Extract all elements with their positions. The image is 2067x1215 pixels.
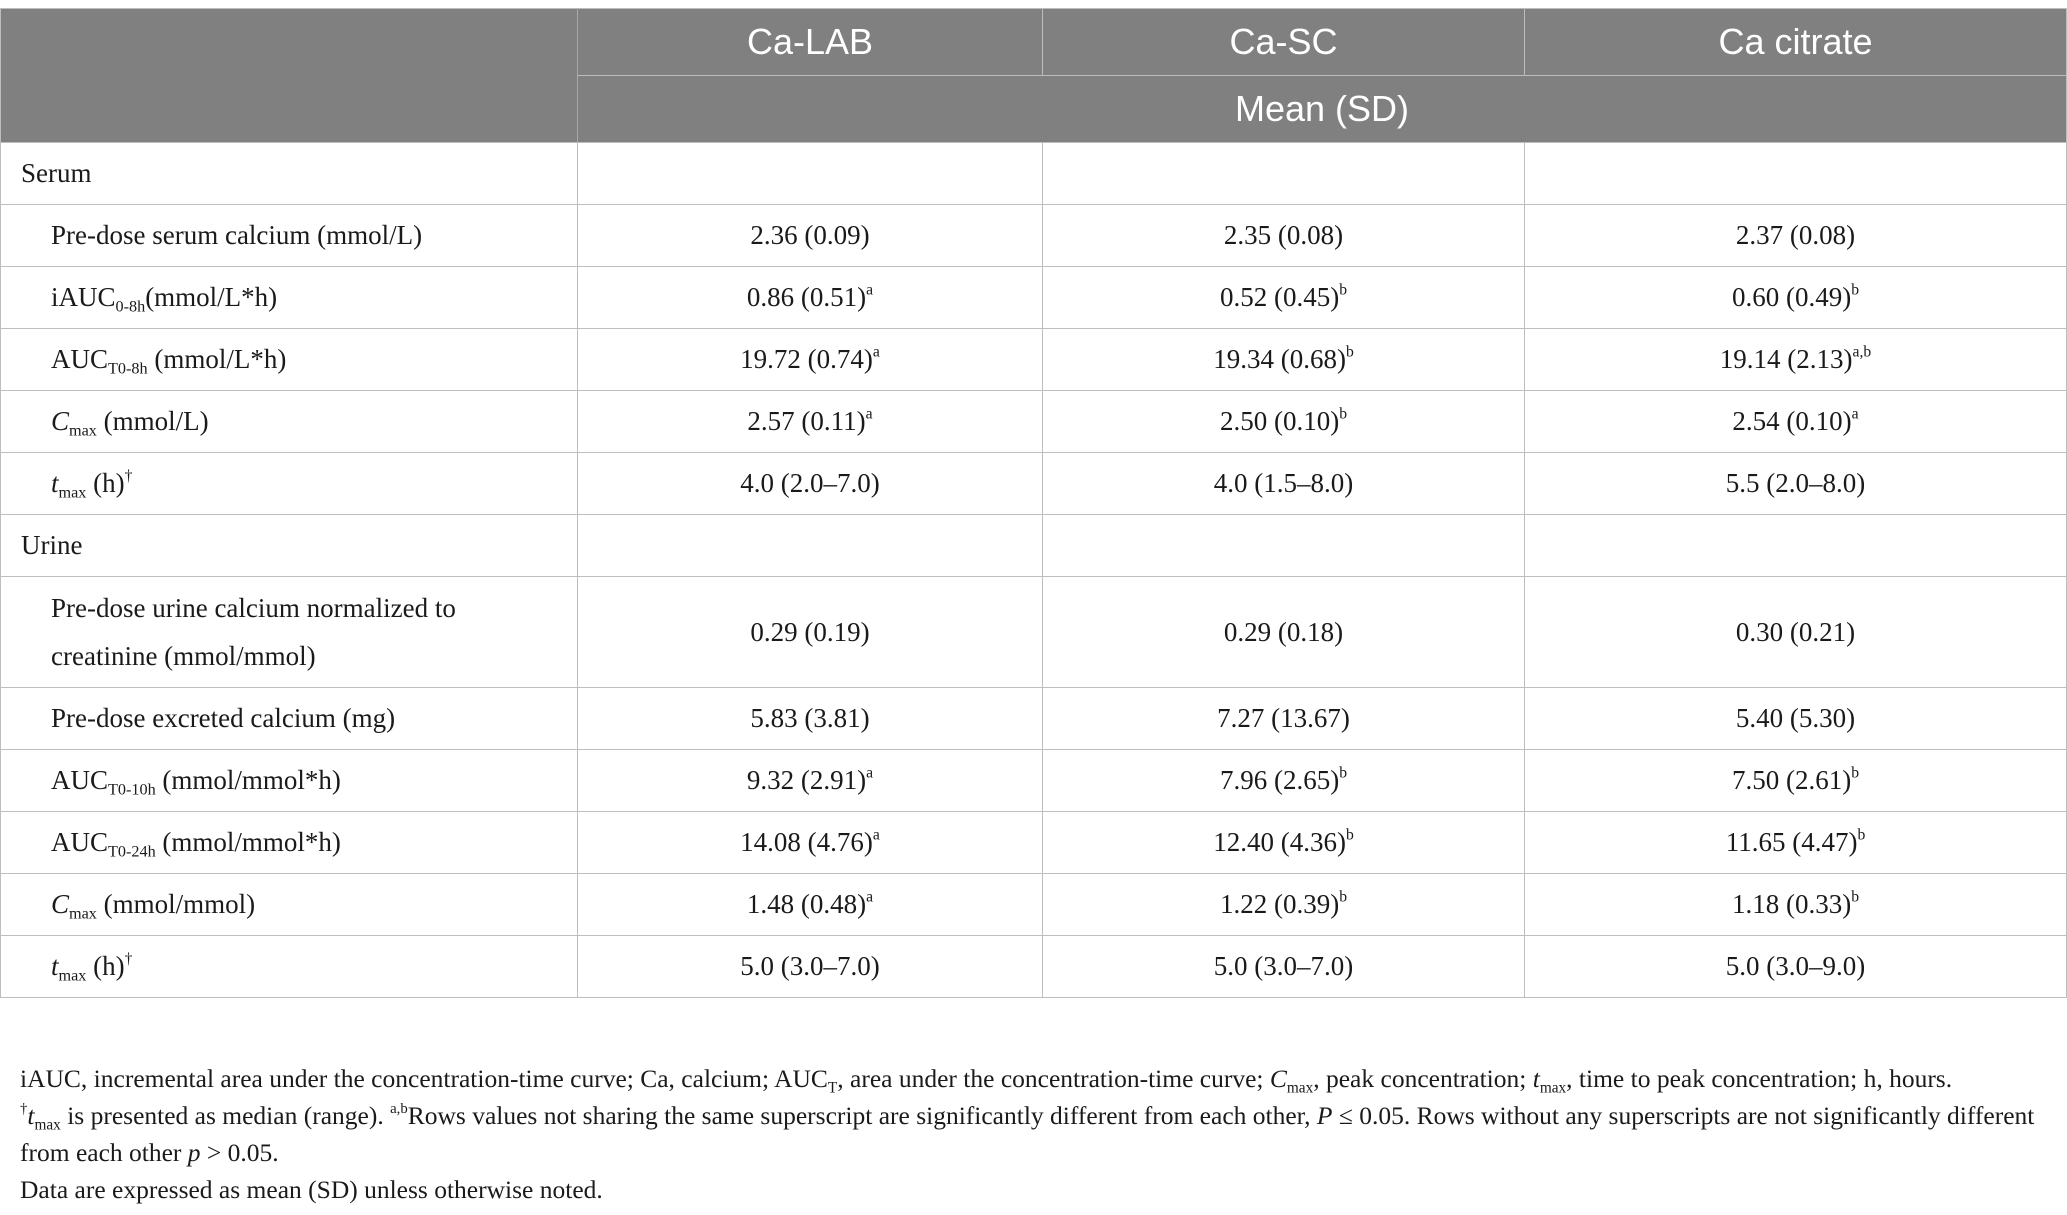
cell-ca-sc: 2.50 $(0.10)^b$ — [1043, 391, 1525, 453]
row-label: $t_{max}$ (h)† — [1, 453, 578, 515]
cell-ca-sc: 1.22 $(0.39)^b$ — [1043, 874, 1525, 936]
superscript: b — [1851, 764, 1860, 782]
cell-ca-citrate: 5.5 (2.0–8.0) — [1525, 453, 2067, 515]
column-header-ca-lab: Ca-LAB — [578, 9, 1043, 76]
row-label: $t_{max}$ (h)† — [1, 936, 578, 998]
dagger-mark: † — [124, 950, 133, 968]
cell-ca-citrate: 0.30 (0.21) — [1525, 577, 2067, 688]
row-label: $AUC_{T0-24h}$ (mmol/mmol*h) — [1, 812, 578, 874]
row-label: Pre-dose excreted calcium (mg) — [1, 688, 578, 750]
header-corner-cell — [1, 9, 578, 143]
section-row-serum — [1, 143, 2067, 205]
superscript: b — [1851, 888, 1860, 906]
superscript: b — [1339, 764, 1348, 782]
row-label: $AUC_{T0-10h}$ (mmol/mmol*h) — [1, 750, 578, 812]
cell-ca-lab: 0.86 $(0.51)^a$ — [578, 267, 1043, 329]
section-label-serum: Serum — [1, 143, 578, 205]
cell-ca-lab: 4.0 (2.0–7.0) — [578, 453, 1043, 515]
cell-ca-citrate: 5.40 (5.30) — [1525, 688, 2067, 750]
cell-ca-sc: 0.29 (0.18) — [1043, 577, 1525, 688]
table-container — [0, 8, 2067, 998]
row-label: $C_{max}$ (mmol/mmol) — [1, 874, 578, 936]
cell-ca-citrate: 2.37 (0.08) — [1525, 205, 2067, 267]
cell-ca-lab: 9.32 $(2.91)^a$ — [578, 750, 1043, 812]
cell-ca-sc: 7.27 (13.67) — [1043, 688, 1525, 750]
superscript: a — [866, 281, 874, 299]
cell-ca-citrate: 7.50 $(2.61)^b$ — [1525, 750, 2067, 812]
cell-ca-citrate: 19.14 $(2.13)^{a,b}$ — [1525, 329, 2067, 391]
table-row — [1, 812, 2067, 874]
row-label: Pre-dose serum calcium (mmol/L) — [1, 205, 578, 267]
cell-ca-citrate: 1.18 $(0.33)^b$ — [1525, 874, 2067, 936]
table-row — [1, 267, 2067, 329]
cell-ca-lab: 19.72 $(0.74)^a$ — [578, 329, 1043, 391]
superscript: a — [865, 405, 873, 423]
cell-ca-sc: 0.52 $(0.45)^b$ — [1043, 267, 1525, 329]
table-row — [1, 329, 2067, 391]
table-row — [1, 750, 2067, 812]
cell-ca-lab: 0.29 (0.19) — [578, 577, 1043, 688]
footnote-significance: $^\dagger t_{max}$ is presented as median (range). $^{a,b}$Rows values not sharing the same superscript are significantly different from each other, P ≤ 0.05. Rows without any superscripts are not significantly different from each other p > 0.05. — [20, 1100, 2035, 1167]
footnote-data-expression: Data are expressed as mean (SD) unless otherwise noted. — [20, 1175, 603, 1204]
row-label: iAUC$_{0-8h}$(mmol/L*h) — [1, 267, 578, 329]
row-label: $C_{max}$ (mmol/L) — [1, 391, 578, 453]
cell-ca-sc: 5.0 (3.0–7.0) — [1043, 936, 1525, 998]
table-row — [1, 391, 2067, 453]
superscript: b — [1339, 888, 1348, 906]
subheader-mean-sd: Mean (SD) — [578, 76, 2067, 143]
cell-ca-lab: 1.48 $(0.48)^a$ — [578, 874, 1043, 936]
table-row — [1, 453, 2067, 515]
superscript: a — [866, 888, 874, 906]
superscript: a — [866, 764, 874, 782]
cell-ca-lab: 5.83 (3.81) — [578, 688, 1043, 750]
superscript: b — [1851, 281, 1860, 299]
footnote-abbreviations: iAUC, incremental area under the concentration-time curve; Ca, calcium; $AUC_T$, area under the concentration-time curve; $C_{max}$, peak concentration; $t_{max}$, time to peak concentration; h, hours. — [20, 1064, 1953, 1097]
row-label: Pre-dose urine calcium normalized to creatinine (mmol/mmol) — [1, 577, 578, 688]
cell-ca-lab: 5.0 (3.0–7.0) — [578, 936, 1043, 998]
cell-ca-citrate: 2.54 $(0.10)^a$ — [1525, 391, 2067, 453]
cell-ca-sc: 4.0 (1.5–8.0) — [1043, 453, 1525, 515]
superscript: b — [1339, 281, 1348, 299]
table-row — [1, 205, 2067, 267]
cell-ca-lab: 2.57 $(0.11)^a$ — [578, 391, 1043, 453]
row-label: $AUC_{T0-8h}$ (mmol/L*h) — [1, 329, 578, 391]
superscript: b — [1345, 826, 1354, 844]
superscript: a,b — [1852, 343, 1872, 361]
cell-ca-lab: 14.08 $(4.76)^a$ — [578, 812, 1043, 874]
table-row — [1, 936, 2067, 998]
cell-ca-citrate: 0.60 $(0.49)^b$ — [1525, 267, 2067, 329]
cell-ca-sc: 7.96 $(2.65)^b$ — [1043, 750, 1525, 812]
table-row — [1, 874, 2067, 936]
data-table — [0, 8, 2067, 998]
section-row-urine — [1, 515, 2067, 577]
table-row — [1, 577, 2067, 688]
superscript: a — [872, 826, 880, 844]
superscript: b — [1345, 343, 1354, 361]
column-header-ca-citrate: Ca citrate — [1525, 9, 2067, 76]
header-row — [1, 9, 2067, 76]
dagger-mark: † — [124, 467, 133, 485]
section-label-urine: Urine — [1, 515, 578, 577]
cell-ca-citrate: 11.65 $(4.47)^b$ — [1525, 812, 2067, 874]
cell-ca-lab: 2.36 (0.09) — [578, 205, 1043, 267]
cell-ca-citrate: 5.0 (3.0–9.0) — [1525, 936, 2067, 998]
table-footnotes — [20, 1060, 2060, 1208]
superscript: a — [872, 343, 880, 361]
cell-ca-sc: 12.40 $(4.36)^b$ — [1043, 812, 1525, 874]
cell-ca-sc: 2.35 (0.08) — [1043, 205, 1525, 267]
superscript: b — [1339, 405, 1348, 423]
table-row — [1, 688, 2067, 750]
superscript: b — [1857, 826, 1866, 844]
superscript: a — [1851, 405, 1859, 423]
column-header-ca-sc: Ca-SC — [1043, 9, 1525, 76]
cell-ca-sc: 19.34 $(0.68)^b$ — [1043, 329, 1525, 391]
